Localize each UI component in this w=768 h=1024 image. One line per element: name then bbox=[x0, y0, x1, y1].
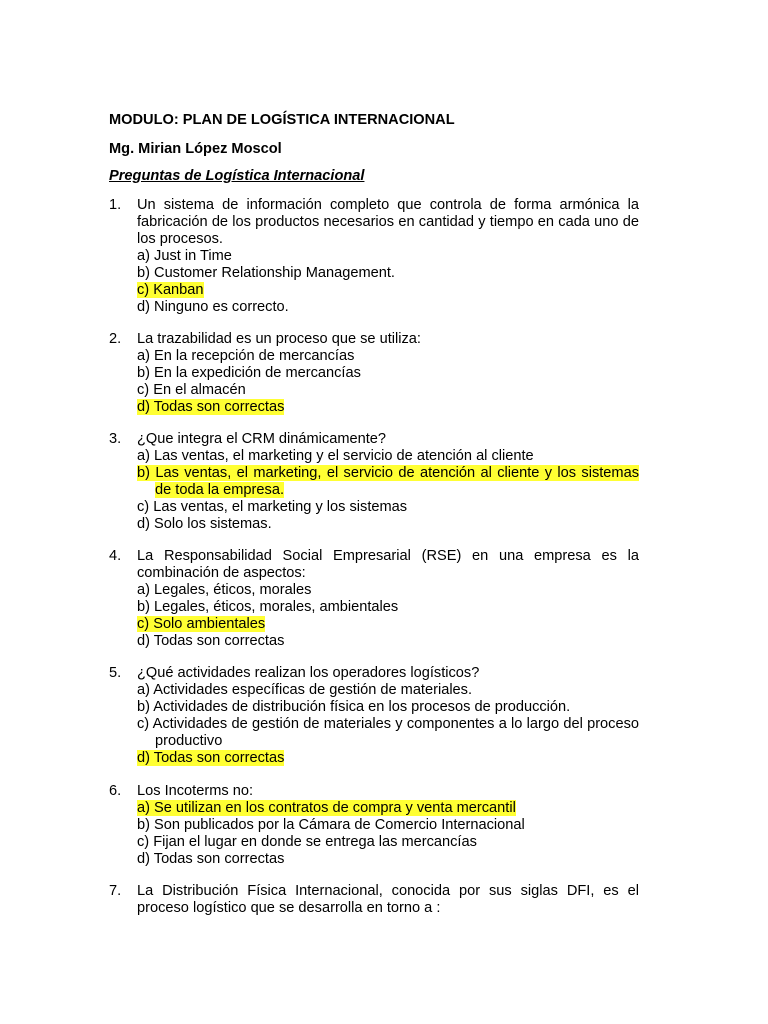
option-b: b) En la expedición de mercancías bbox=[137, 365, 361, 381]
option-d: d) Todas son correctas bbox=[137, 851, 285, 867]
option-c: c) Kanban bbox=[137, 282, 204, 298]
author-name: Mg. Mirian López Moscol bbox=[109, 141, 282, 157]
question-number: 1. bbox=[109, 197, 122, 213]
question-7 bbox=[109, 883, 639, 917]
option-d: d) Ninguno es correcto. bbox=[137, 299, 289, 315]
option-b: b) Legales, éticos, morales, ambientales bbox=[137, 599, 399, 615]
option-d: d) Todas son correctas bbox=[137, 399, 285, 415]
question-stem: Los Incoterms no: bbox=[137, 783, 253, 799]
question-number: 6. bbox=[109, 783, 122, 799]
question-stem: La Responsabilidad Social Empresarial (RSE) en una empresa es la combinación de aspectos: bbox=[137, 548, 639, 581]
option-a: a) Actividades específicas de gestión de materiales. bbox=[137, 682, 473, 698]
question-stem: ¿Que integra el CRM dinámicamente? bbox=[137, 431, 387, 447]
question-number: 4. bbox=[109, 548, 122, 564]
option-c: c) Solo ambientales bbox=[137, 616, 266, 632]
question-number: 3. bbox=[109, 431, 122, 447]
option-b: b) Customer Relationship Management. bbox=[137, 265, 395, 281]
option-d: d) Todas son correctas bbox=[137, 633, 285, 649]
question-stem: Un sistema de información completo que controla de forma armónica la fabricación de los productos necesarios en cantidad y tiempo en cada uno de los procesos. bbox=[137, 197, 639, 247]
question-2 bbox=[109, 331, 639, 416]
section-subtitle: Preguntas de Logística Internacional bbox=[109, 168, 365, 184]
option-c: c) Las ventas, el marketing y los sistemas bbox=[137, 499, 408, 515]
option-a: a) Just in Time bbox=[137, 248, 232, 264]
question-number: 5. bbox=[109, 665, 122, 681]
option-c: c) Actividades de gestión de materiales y componentes a lo largo del proceso productivo bbox=[137, 716, 639, 749]
document-title: MODULO: PLAN DE LOGÍSTICA INTERNACIONAL bbox=[109, 112, 455, 128]
question-4 bbox=[109, 548, 639, 650]
option-a: a) Legales, éticos, morales bbox=[137, 582, 312, 598]
option-c: c) Fijan el lugar en donde se entrega las mercancías bbox=[137, 834, 477, 850]
option-d: d) Todas son correctas bbox=[137, 750, 285, 766]
option-c: c) En el almacén bbox=[137, 382, 246, 398]
question-6 bbox=[109, 783, 639, 868]
option-b: b) Actividades de distribución física en los procesos de producción. bbox=[137, 699, 571, 715]
question-stem: La trazabilidad es un proceso que se utiliza: bbox=[137, 331, 421, 347]
option-a: a) En la recepción de mercancías bbox=[137, 348, 355, 364]
question-1 bbox=[109, 197, 639, 316]
question-5 bbox=[109, 665, 639, 767]
option-a: a) Se utilizan en los contratos de compra y venta mercantil bbox=[137, 800, 516, 816]
option-d: d) Solo los sistemas. bbox=[137, 516, 272, 532]
question-number: 2. bbox=[109, 331, 122, 347]
question-number: 7. bbox=[109, 883, 122, 899]
option-b: b) Son publicados por la Cámara de Comercio Internacional bbox=[137, 817, 525, 833]
question-stem: ¿Qué actividades realizan los operadores logísticos? bbox=[137, 665, 480, 681]
question-stem: La Distribución Física Internacional, conocida por sus siglas DFI, es el proceso logístico que se desarrolla en torno a : bbox=[137, 883, 639, 916]
option-b: b) Las ventas, el marketing, el servicio de atención al cliente y los sistemas de toda la empresa. bbox=[137, 465, 639, 498]
option-a: a) Las ventas, el marketing y el servicio de atención al cliente bbox=[137, 448, 534, 464]
question-3 bbox=[109, 431, 639, 533]
